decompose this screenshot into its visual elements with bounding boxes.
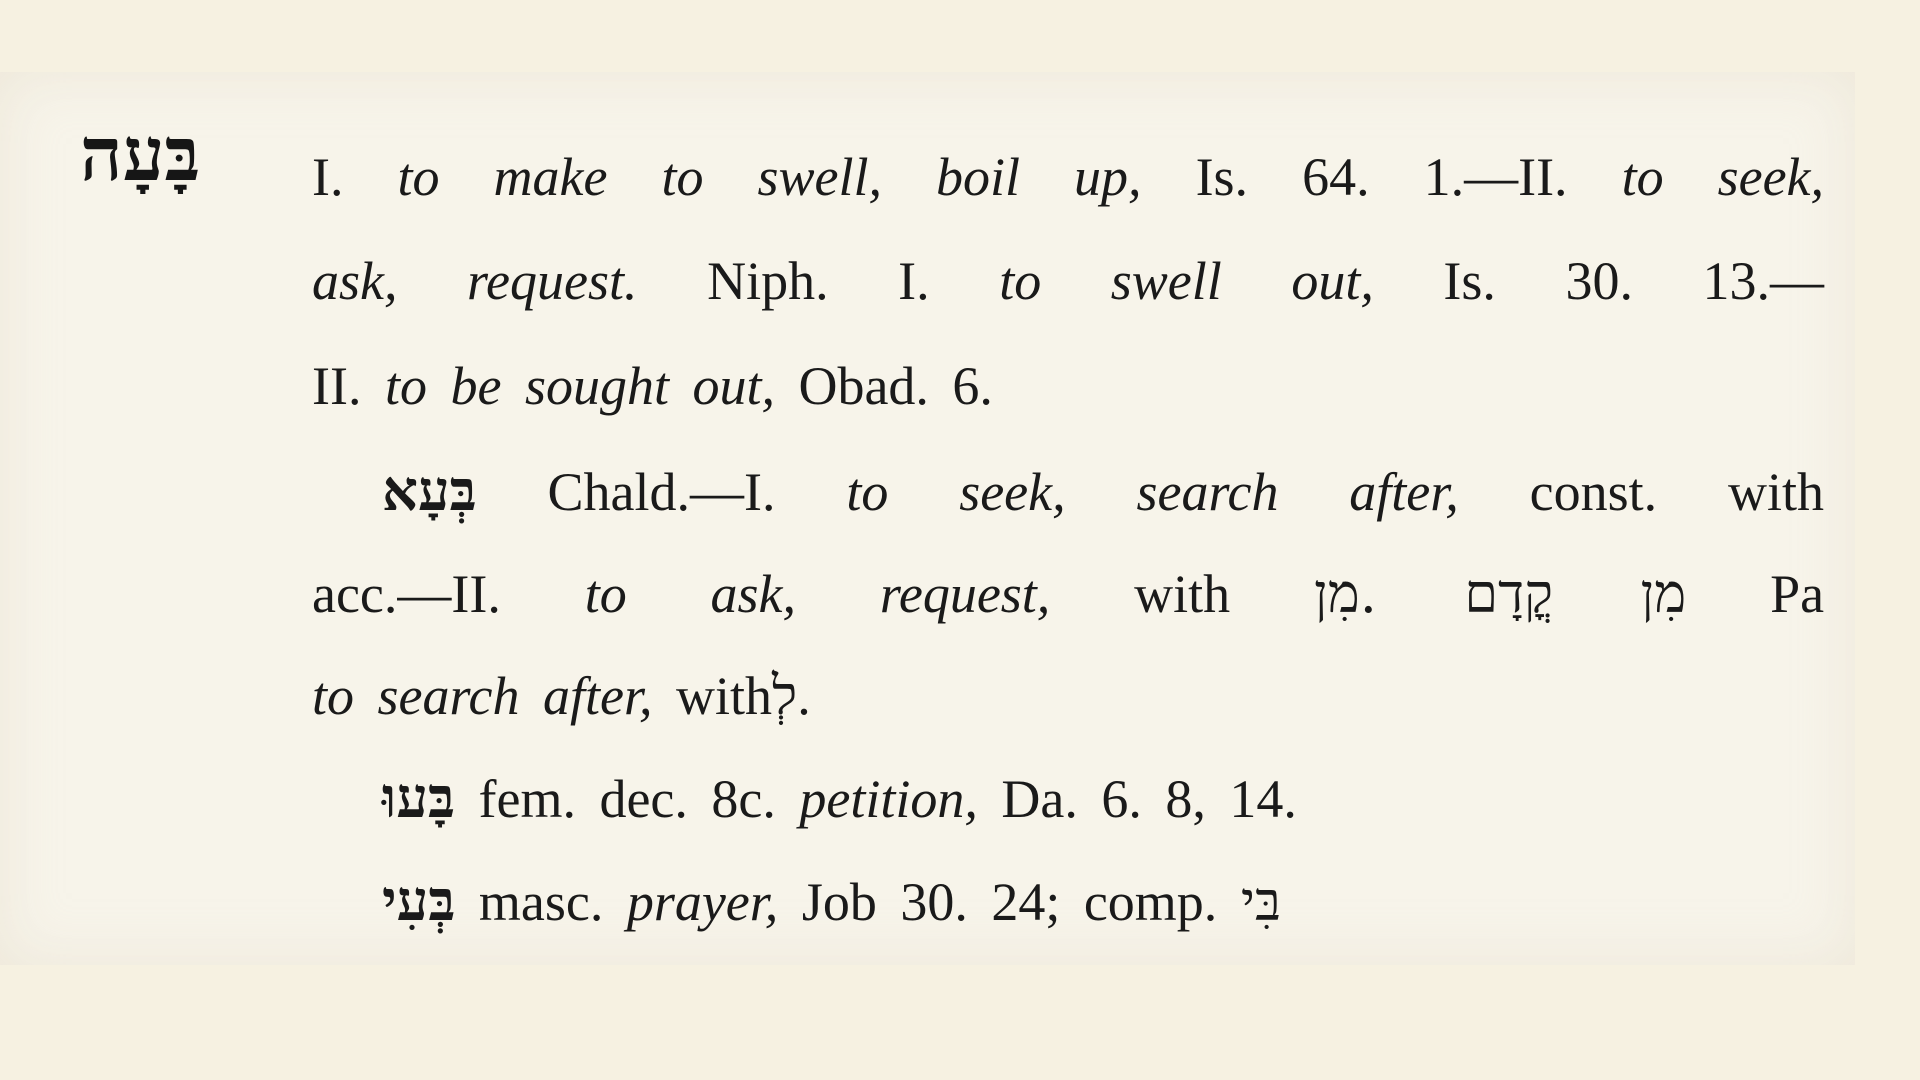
reference: Obad. 6. bbox=[798, 356, 993, 416]
gloss: request, bbox=[879, 564, 1051, 624]
entry-line-8 bbox=[382, 868, 1281, 934]
punctuation: . bbox=[797, 666, 811, 726]
reference: Is. 30. 13.— bbox=[1443, 251, 1825, 311]
hebrew-particle: לְ bbox=[771, 664, 798, 727]
gloss: to swell out, bbox=[999, 251, 1374, 311]
compare-hebrew: בִּי bbox=[1240, 870, 1281, 933]
sense-number: I. bbox=[312, 147, 344, 207]
gloss: boil up, bbox=[936, 147, 1142, 207]
entry-line-1 bbox=[312, 146, 1824, 208]
with-label: with bbox=[675, 666, 772, 726]
entry-line-7 bbox=[382, 765, 1297, 831]
construction-note: const. with bbox=[1529, 462, 1825, 522]
grammar-note: fem. dec. 8c. bbox=[478, 769, 776, 829]
sense-number: II. bbox=[312, 356, 362, 416]
stem-label: Niph. I. bbox=[707, 251, 930, 311]
grammar-note: acc.—II. bbox=[312, 564, 501, 624]
gloss: request. bbox=[467, 251, 638, 311]
language-label: Chald.—I. bbox=[547, 462, 776, 522]
gloss: ask, bbox=[312, 251, 398, 311]
entry-line-2 bbox=[312, 250, 1824, 312]
gloss: to make to swell, bbox=[397, 147, 882, 207]
subentry-hebrew: בְּעָא bbox=[382, 458, 477, 524]
gloss: prayer, bbox=[626, 872, 779, 932]
reference: Da. 6. 8, 14. bbox=[1001, 769, 1297, 829]
gloss: to seek, bbox=[846, 462, 1066, 522]
entry-line-6 bbox=[312, 664, 1824, 727]
subentry-hebrew: בָּעוּ bbox=[382, 765, 456, 831]
stem-label: Pa bbox=[1770, 564, 1825, 624]
hebrew-particles: מִן קֳדָם .מִן bbox=[1313, 562, 1687, 625]
gloss: to search after, bbox=[312, 666, 653, 726]
reference: Is. 64. 1.—II. bbox=[1195, 147, 1568, 207]
entry-line-4 bbox=[382, 458, 1824, 524]
reference: Job 30. 24; comp. bbox=[801, 872, 1218, 932]
gloss: to seek, bbox=[1621, 147, 1825, 207]
entry-line-3 bbox=[312, 355, 1824, 417]
gloss: petition, bbox=[799, 769, 978, 829]
grammar-note: masc. bbox=[478, 872, 604, 932]
gloss: to be sought out, bbox=[384, 356, 775, 416]
headword: בָּעָה bbox=[80, 112, 201, 198]
gloss: search after, bbox=[1136, 462, 1459, 522]
subentry-hebrew: בְּעִי bbox=[382, 868, 456, 934]
with-label: with bbox=[1134, 564, 1231, 624]
gloss: to ask, bbox=[584, 564, 797, 624]
entry-line-5 bbox=[312, 562, 1824, 625]
